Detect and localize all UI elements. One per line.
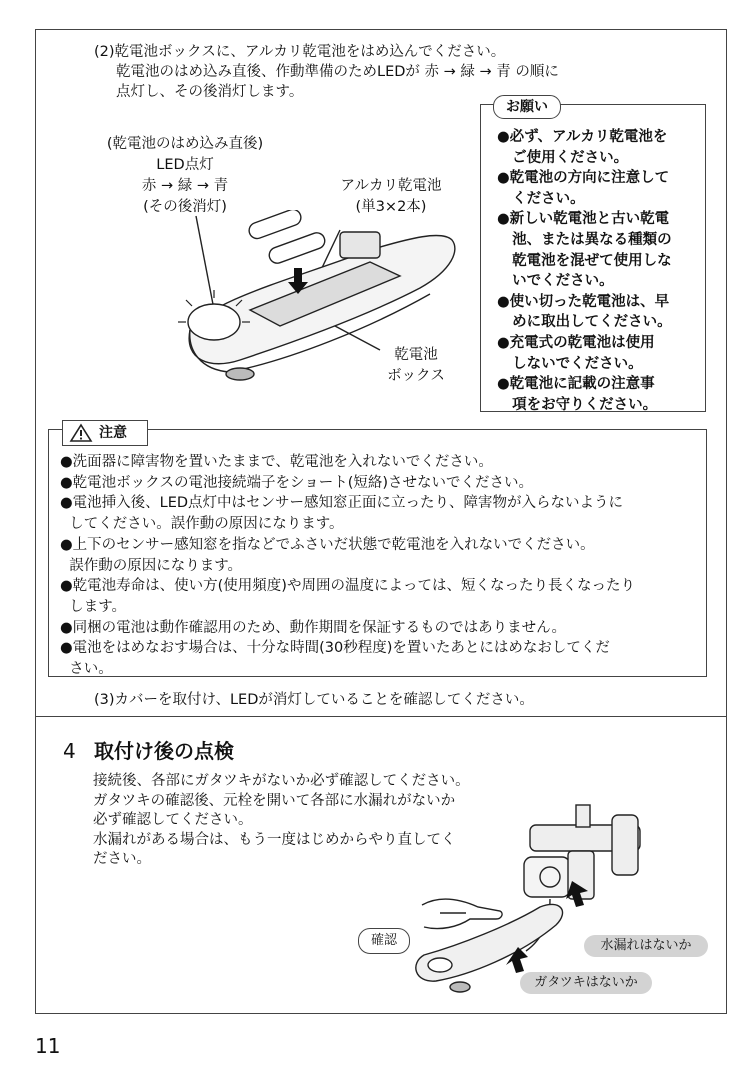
battery-box-illustration: [170, 210, 470, 390]
section-divider: [35, 716, 727, 717]
caution-tag: [62, 420, 148, 446]
request-item: しないでください。: [497, 355, 643, 372]
section-title: 取付け後の点検: [94, 739, 234, 763]
request-item: ●充電式の乾電池は使用: [497, 334, 655, 351]
inspection-line: 必ず確認してください。: [93, 812, 253, 829]
caution-list: [60, 452, 635, 680]
battery-1: [247, 210, 303, 241]
battery-label-line1: アルカリ乾電池: [340, 178, 442, 194]
leak-check-label: 水漏れはないか: [584, 935, 708, 957]
caution-item: 誤作動の原因になります。: [60, 557, 243, 574]
inspection-line: ださい。: [93, 851, 151, 868]
request-item: ●乾電池に記載の注意事: [497, 376, 655, 393]
box-label-line2: ボックス: [387, 368, 445, 384]
caution-item: ●乾電池寿命は、使い方(使用頻度)や周囲の温度によっては、短くなったり長くなったり: [60, 578, 635, 595]
caution-item: ●上下のセンサー感知窓を指などでふさいだ状態で乾電池を入れないでください。: [60, 536, 595, 553]
led-label-line1: (乾電池のはめ込み直後): [106, 136, 264, 152]
led-window: [188, 304, 240, 340]
confirm-bubble: 確認: [358, 928, 410, 954]
caution-item: ●電池をはめなおす場合は、十分な時間(30秒程度)を置いたあとにはめなおしてくだ: [60, 640, 610, 657]
battery-label-line2: (単3×2本): [355, 199, 427, 215]
box-label-line1: 乾電池: [394, 347, 438, 363]
request-item: めに取出してください。: [497, 314, 672, 331]
request-item: いでください。: [497, 273, 614, 290]
valve-handle: [576, 805, 590, 827]
caution-item: します。: [60, 598, 127, 615]
warning-triangle-icon: [69, 423, 93, 443]
caution-label: 注意: [99, 425, 127, 441]
inspection-line: ガタツキの確認後、元栓を開いて各部に水漏れがないか: [93, 792, 456, 809]
step2-line3: 点灯し、その後消灯します。: [116, 84, 304, 100]
request-item: ご使用ください。: [497, 149, 629, 166]
sensor-unit: [340, 232, 380, 258]
inspection-line: 水漏れがある場合は、もう一度はじめからやり直してく: [93, 831, 456, 848]
request-item: 項をお守りください。: [497, 396, 658, 413]
led-label: [92, 134, 278, 218]
request-list: [497, 127, 672, 415]
caution-item: ●電池挿入後、LED点灯中はセンサー感知窓正面に立ったり、障害物が入らないように: [60, 495, 624, 512]
wall-pipe: [612, 815, 638, 875]
joint-nut: [524, 857, 570, 897]
request-item: 乾電池を混ぜて使用しな: [497, 252, 672, 269]
request-item: ●必ず、アルカリ乾電池を: [497, 129, 668, 145]
caution-item: ●同梱の電池は動作確認用のため、動作期間を保証するものではありません。: [60, 619, 566, 636]
led-label-line4: (その後消灯): [143, 199, 227, 215]
section-number: 4: [63, 739, 76, 763]
inspection-illustration: [400, 795, 720, 1000]
caution-item: さい。: [60, 661, 113, 678]
step3-text: (3)カバーを取付け、LEDが消灯していることを確認してください。: [94, 692, 534, 708]
led-label-line3: 赤 → 緑 → 青: [141, 178, 229, 194]
led-label-line2: LED点灯: [156, 157, 214, 173]
request-item: ください。: [497, 190, 585, 207]
hand-icon: [422, 899, 502, 929]
step2-line2: 乾電池のはめ込み直後、作動準備のためLEDが 赤 → 緑 → 青 の順に: [116, 64, 559, 80]
inspection-line: 接続後、各部にガタツキがないか必ず確認してください。: [93, 773, 470, 789]
request-item: ●乾電池の方向に注意して: [497, 170, 670, 187]
caution-item: ●洗面器に障害物を置いたままで、乾電池を入れないでください。: [60, 454, 493, 470]
step2-line1: (2)乾電池ボックスに、アルカリ乾電池をはめ込んでください。: [94, 44, 506, 60]
faucet-foot: [450, 982, 470, 992]
request-item: 池、または異なる種類の: [497, 231, 672, 248]
battery-2: [267, 231, 327, 266]
loose-check-label: ガタツキはないか: [520, 972, 652, 994]
caution-item: してください。誤作動の原因になります。: [60, 516, 344, 533]
page-number: 11: [35, 1034, 61, 1058]
faucet-foot: [226, 368, 254, 380]
request-tag: お願い: [493, 95, 561, 119]
faucet-sensor: [428, 958, 452, 972]
caution-item: ●乾電池ボックスの電池接続端子をショート(短絡)させないでください。: [60, 474, 534, 491]
request-item: ●使い切った乾電池は、早: [497, 293, 670, 310]
request-item: ●新しい乾電池と古い乾電: [497, 211, 670, 228]
